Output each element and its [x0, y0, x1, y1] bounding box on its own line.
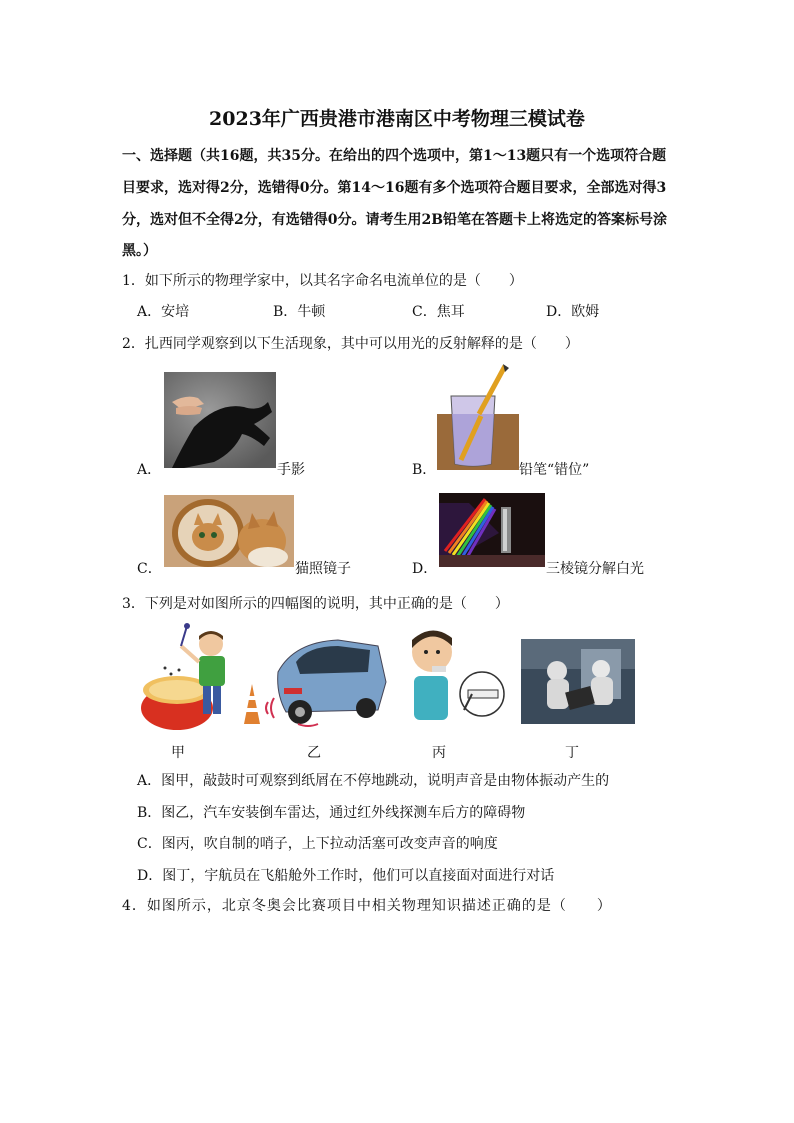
question-1-option-c: C．焦耳 — [412, 304, 465, 320]
figure-label-jia: 甲 — [171, 745, 185, 761]
figure-label-bing: 丙 — [432, 745, 446, 761]
question-2-option-d-caption: 三棱镜分解白光 — [546, 561, 644, 577]
question-3-option-a: A．图甲，敲鼓时可观察到纸屑在不停地跳动，说明声音是由物体振动产生的 — [137, 773, 610, 789]
question-3-stem: 3．下列是对如图所示的四幅图的说明，其中正确的是（ ） — [122, 596, 509, 612]
section-instructions-line-4: 黑。） — [122, 243, 157, 259]
astronaut-image — [521, 639, 635, 724]
question-2-option-a-caption: 手影 — [277, 462, 305, 478]
question-2-option-b-caption: 铅笔“错位” — [519, 462, 590, 478]
hand-shadow-image — [164, 372, 276, 468]
pencil-glass-image — [437, 362, 519, 470]
section-instructions-line-3: 分，选对但不全得2分，有选错得0分。请考生用2B铅笔在答题卡上将选定的答案标号涂 — [122, 212, 668, 228]
section-instructions-line-1: 一、选择题（共16题，共35分。在给出的四个选项中，第1～13题只有一个选项符合题 — [122, 148, 667, 164]
figure-label-ding: 丁 — [565, 745, 579, 761]
question-4-stem: 4．如图所示，北京冬奥会比赛项目中相关物理知识描述正确的是（ ） — [122, 898, 612, 914]
drum-boy-image — [137, 622, 235, 734]
question-2-option-a-letter: A． — [137, 462, 162, 478]
car-radar-image — [238, 632, 388, 730]
question-1-option-d: D．欧姆 — [546, 304, 600, 320]
question-3-option-d: D．图丁，宇航员在飞船舱外工作时，他们可以直接面对面进行对话 — [137, 868, 555, 884]
question-1-stem: 1．如下所示的物理学家中，以其名字命名电流单位的是（ ） — [122, 273, 523, 289]
whistle-boy-image — [402, 624, 510, 728]
question-2-option-d-letter: D． — [412, 561, 438, 577]
question-3-option-b: B．图乙，汽车安装倒车雷达，通过红外线探测车后方的障碍物 — [137, 805, 526, 821]
question-1-option-b: B．牛顿 — [273, 304, 326, 320]
question-2-stem: 2．扎西同学观察到以下生活现象，其中可以用光的反射解释的是（ ） — [122, 336, 579, 352]
question-3-option-c: C．图丙，吹自制的哨子，上下拉动活塞可改变声音的响度 — [137, 836, 498, 852]
question-2-option-b-letter: B． — [412, 462, 437, 478]
section-instructions-line-2: 目要求，选对得2分，选错得0分。第14～16题有多个选项符合题目要求，全部选对得3 — [122, 180, 667, 196]
question-2-option-c-caption: 猫照镜子 — [295, 561, 351, 577]
cat-mirror-image — [164, 495, 294, 567]
prism-image — [439, 493, 545, 567]
question-2-option-c-letter: C． — [137, 561, 162, 577]
question-1-option-a: A．安培 — [137, 304, 190, 320]
page-title: 2023年广西贵港市港南区中考物理三模试卷 — [209, 108, 585, 130]
figure-label-yi: 乙 — [307, 745, 321, 761]
